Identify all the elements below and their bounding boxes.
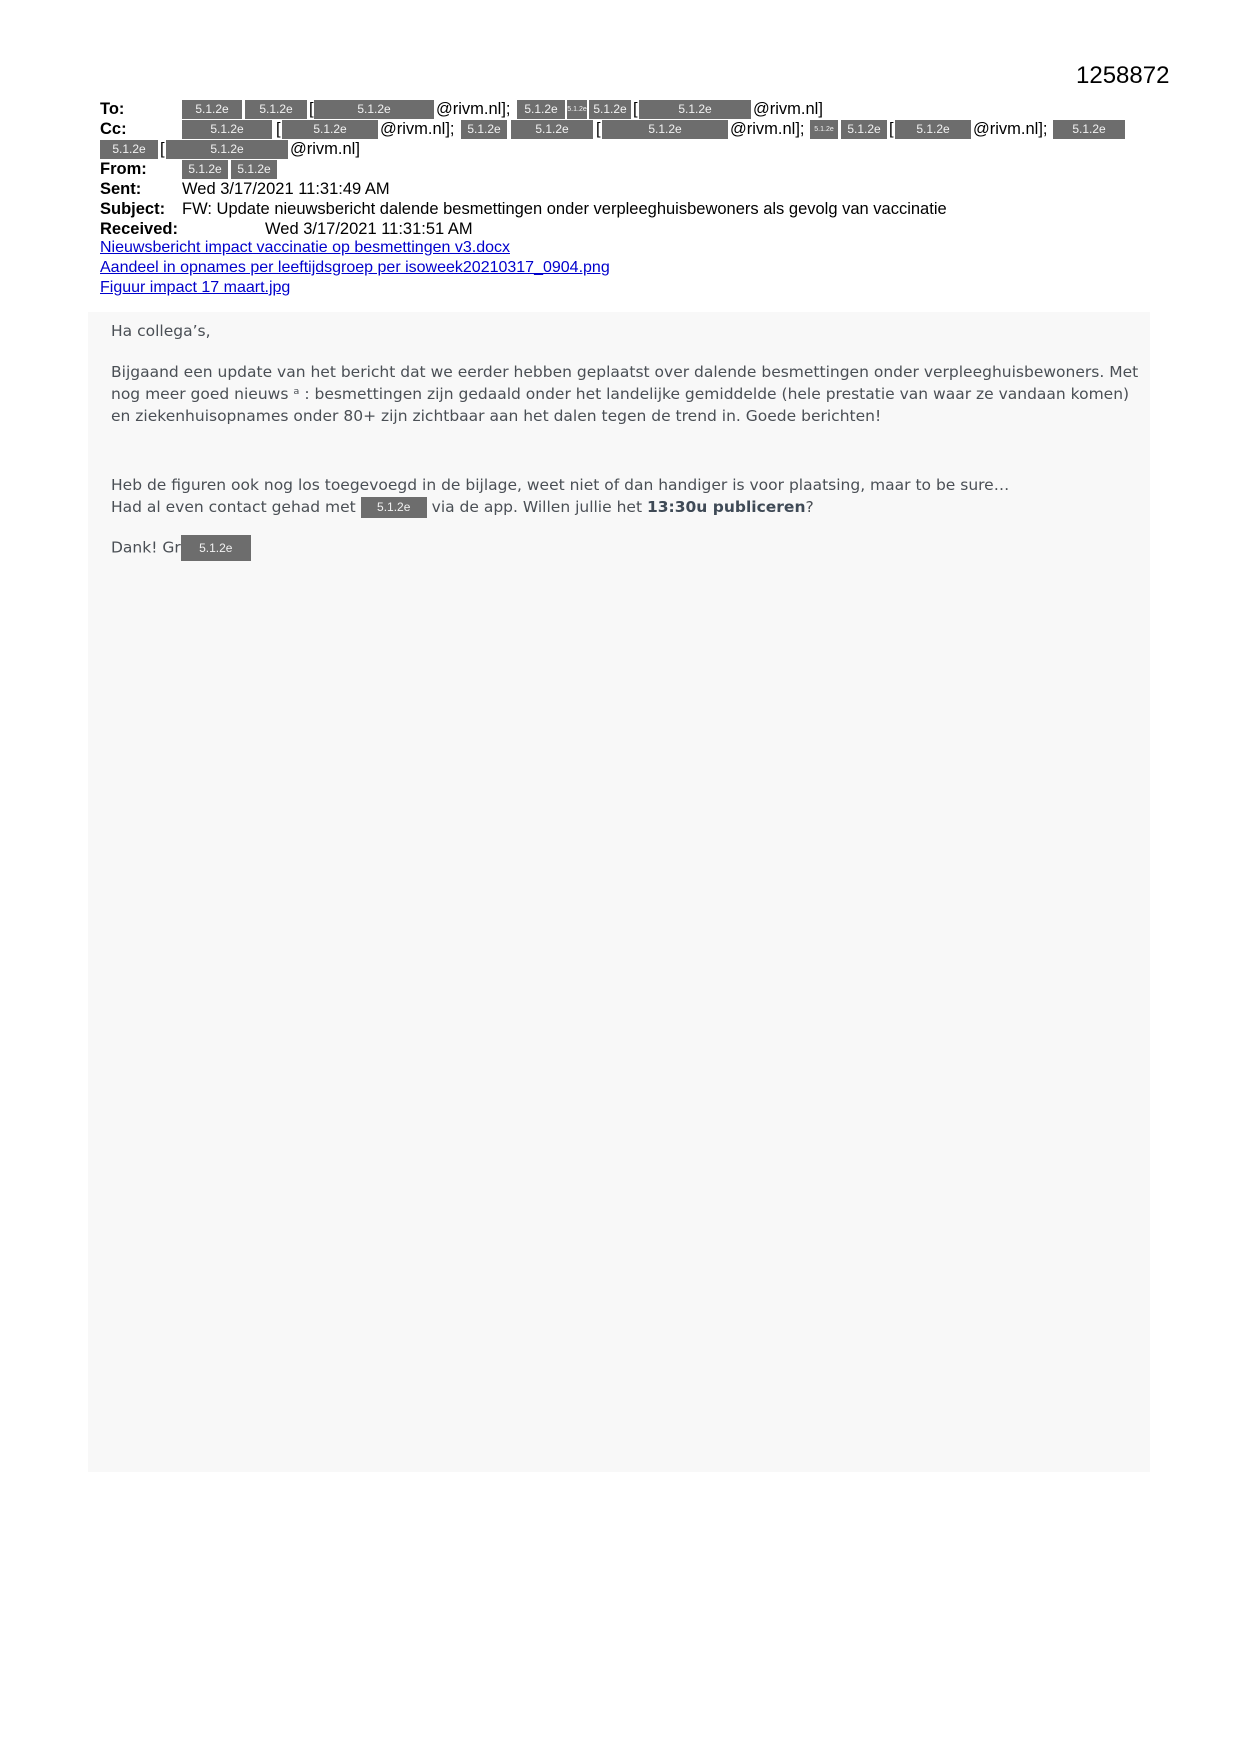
redaction: 5.1.2e — [166, 140, 288, 159]
redaction: 5.1.2e — [231, 160, 277, 179]
cc-line-continued — [100, 140, 1150, 160]
message-text: ? — [805, 498, 814, 516]
message-text: Had al even contact gehad met — [111, 498, 356, 516]
attachment-link[interactable]: Aandeel in opnames per leeftijdsgroep per isoweek20210317_0904.png — [100, 259, 610, 276]
bracket: [ — [160, 140, 165, 158]
redaction: 5.1.2e — [181, 535, 251, 561]
subject-line — [100, 200, 1150, 220]
message-text: via de app. Willen jullie het — [431, 498, 643, 516]
closing-text: Dank! Gr — [111, 538, 181, 557]
sent-line — [100, 180, 1150, 200]
document-id: 1258872 — [1076, 62, 1170, 89]
redaction: 5.1.2e — [1053, 120, 1125, 139]
message-line: Heb de figuren ook nog los toegevoegd in de bijlage, weet niet of dan handiger is voor plaatsing, maar to be sure… — [111, 476, 1010, 494]
redaction: 5.1.2e — [282, 120, 378, 139]
bracket: [ — [309, 100, 314, 118]
publish-time: 13:30u publiceren — [646, 498, 806, 516]
redaction: 5.1.2e — [639, 100, 751, 119]
received-value: Wed 3/17/2021 11:31:51 AM — [265, 220, 473, 238]
sent-value: Wed 3/17/2021 11:31:49 AM — [182, 180, 390, 198]
redaction: 5.1.2e — [361, 497, 427, 518]
redaction: 5.1.2e — [895, 120, 971, 139]
attachment-link[interactable]: Nieuwsbericht impact vaccinatie op besmettingen v3.docx — [100, 239, 510, 256]
message-paragraph — [111, 474, 1141, 518]
sent-label: Sent: — [100, 180, 142, 198]
from-label: From: — [100, 160, 147, 178]
email-domain: @rivm.nl]; — [436, 100, 511, 118]
received-label: Received: — [100, 220, 178, 238]
from-line — [100, 160, 1150, 180]
redaction: 5.1.2e — [841, 120, 887, 139]
redaction: 5.1.2e — [182, 160, 228, 179]
redaction: 5.1.2e — [589, 100, 631, 119]
email-domain: @rivm.nl]; — [380, 120, 455, 138]
redaction: 5.1.2e — [182, 120, 272, 139]
redaction: 5.1.2e — [245, 100, 307, 119]
redaction: 5.1.2e — [602, 120, 728, 139]
to-label: To: — [100, 100, 125, 118]
bracket: [ — [276, 120, 281, 138]
redaction: 5.1.2e — [314, 100, 434, 119]
email-domain: @rivm.nl] — [290, 140, 360, 158]
redaction: 5.1.2e — [100, 140, 158, 159]
email-header — [100, 100, 1150, 240]
message-greeting: Ha collega’s, — [111, 322, 211, 340]
redaction: 5.1.2e — [461, 120, 507, 139]
cc-line — [100, 120, 1150, 140]
redaction: 5.1.2e — [517, 100, 565, 119]
bracket: [ — [889, 120, 894, 138]
bracket: [ — [596, 120, 601, 138]
redaction: 5.1.2e — [567, 100, 587, 119]
message-line — [111, 496, 1141, 518]
redaction: 5.1.2e — [182, 100, 242, 119]
attachment-link[interactable]: Figuur impact 17 maart.jpg — [100, 279, 291, 296]
email-domain: @rivm.nl]; — [730, 120, 805, 138]
email-domain: @rivm.nl]; — [973, 120, 1048, 138]
email-domain: @rivm.nl] — [753, 100, 823, 118]
cc-label: Cc: — [100, 120, 127, 138]
bracket: [ — [633, 100, 638, 118]
subject-label: Subject: — [100, 200, 166, 218]
redaction: 5.1.2e — [511, 120, 593, 139]
subject-value: FW: Update nieuwsbericht dalende besmettingen onder verpleeghuisbewoners als gevolg van vaccinatie — [182, 200, 947, 218]
received-line — [100, 220, 1150, 240]
message-paragraph: Bijgaand een update van het bericht dat we eerder hebben geplaatst over dalende besmettingen onder verpleeghuisbewoners. Met nog meer goed nieuws ᵃ : besmettingen zijn gedaald onder het landelijke gemiddelde (hele prestatie van waar ze vandaan komen) en ziekenhuisopnames onder 80+ zijn zichtbaar aan het dalen tegen de trend in. Goede berichten! — [111, 363, 1139, 425]
message-closing — [111, 535, 1141, 561]
to-line — [100, 100, 1150, 120]
redaction: 5.1.2e — [810, 120, 838, 139]
